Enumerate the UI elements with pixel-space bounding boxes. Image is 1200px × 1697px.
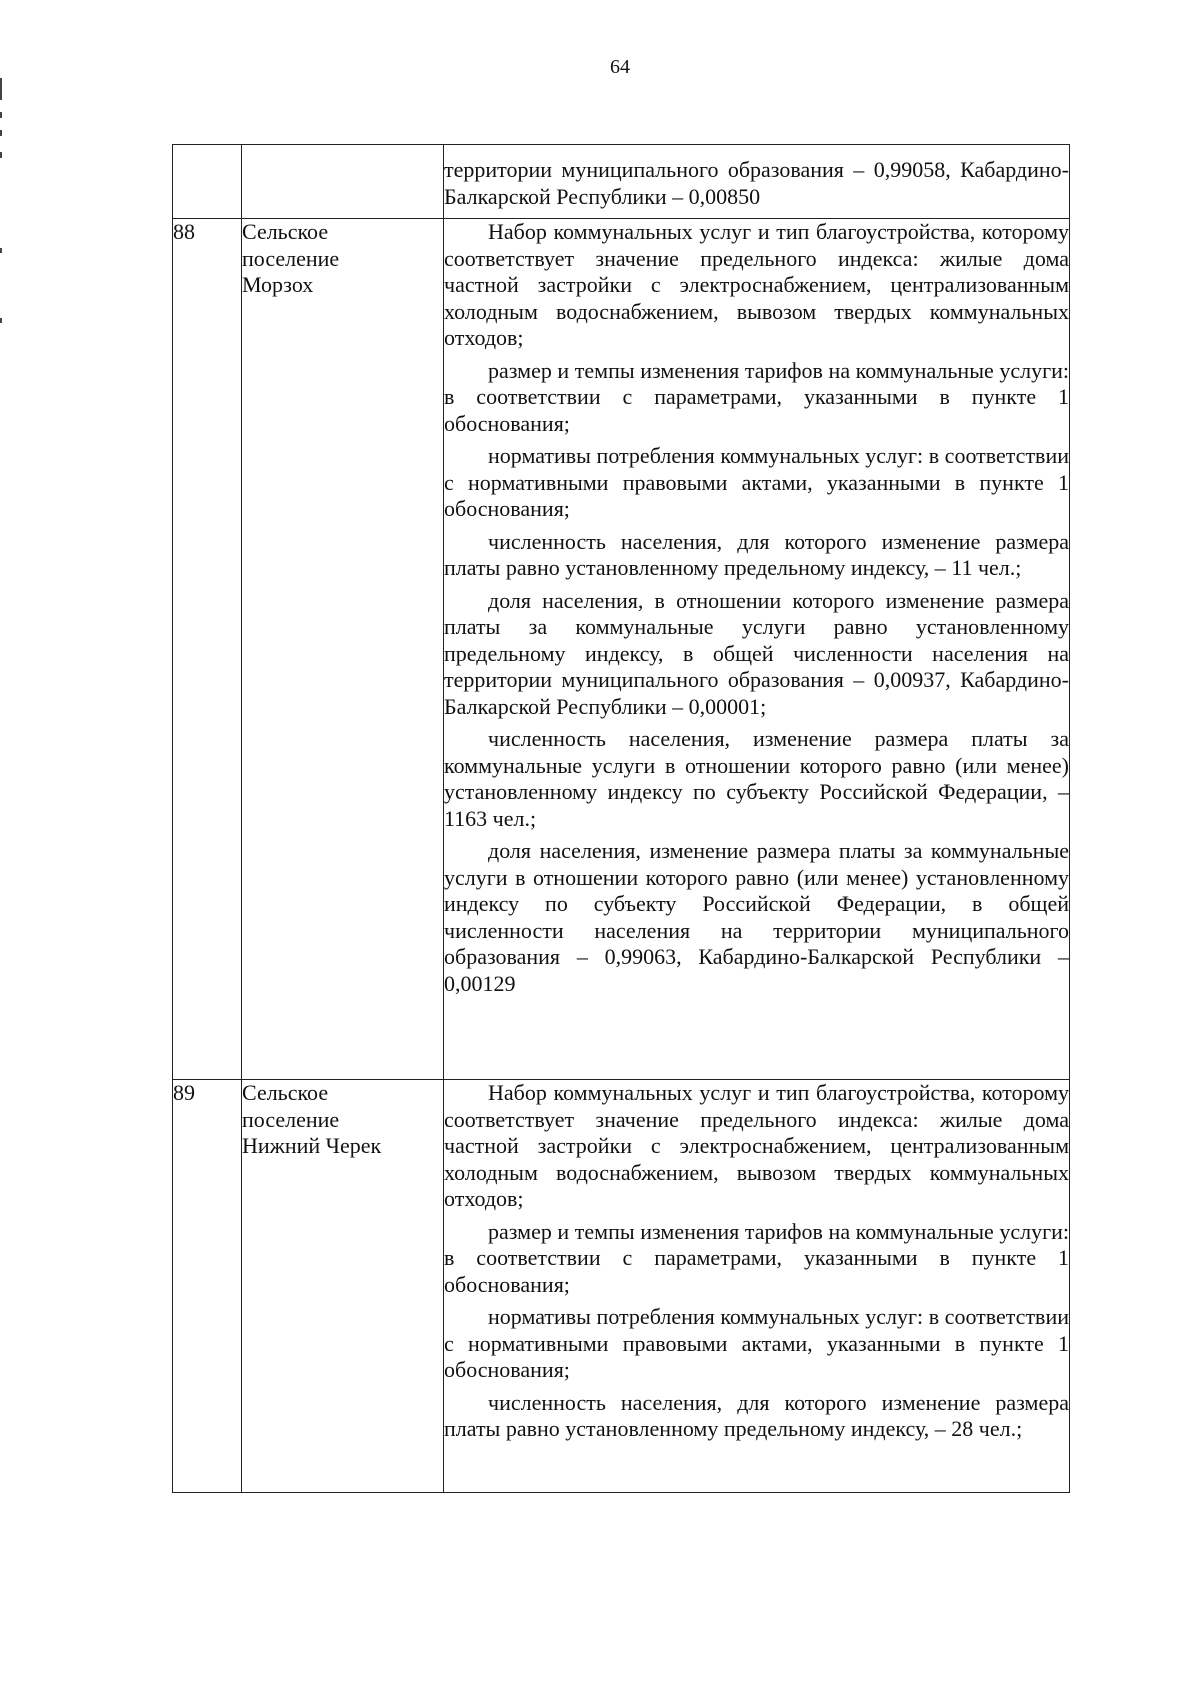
description-cell <box>444 219 1070 1080</box>
settlement-name-line: Морзох <box>242 272 314 297</box>
settlement-name-line: Нижний Черек <box>242 1133 382 1158</box>
description-paragraph: численность населения, для которого изменение размера платы равно установленному предельному индексу, – 28 чел.; <box>444 1389 1069 1441</box>
row-number-cell: 88 <box>173 219 242 1080</box>
settlement-name-line: поселение <box>242 1106 340 1132</box>
description-paragraph: территории муниципального образования – 0,99058, Кабардино-Балкарской Республики – 0,00850 <box>444 157 1069 209</box>
table-row-89 <box>173 1080 1070 1493</box>
settlement-name-cell <box>242 145 444 219</box>
description-cell <box>444 1080 1070 1493</box>
description-paragraph: нормативы потребления коммунальных услуг: в соответствии с нормативными правовыми актами, указанными в пункте 1 обоснования; <box>444 443 1069 521</box>
page-number: 64 <box>610 56 630 78</box>
row-number-cell <box>173 145 242 219</box>
description-paragraph: Набор коммунальных услуг и тип благоустройства, которому соответствует значение предельного индекса: жилые дома частной застройки с электроснабжением, централизованным холодным водоснабжением, вывозом твердых коммунальных отходов; <box>444 219 1069 350</box>
description-paragraph: численность населения, для которого изменение размера платы равно установленному предельному индексу, – 11 чел.; <box>444 528 1069 580</box>
table-row-88 <box>173 219 1070 1080</box>
description-cell <box>444 145 1070 219</box>
table-row-continuation <box>173 145 1070 219</box>
row-number-cell: 89 <box>173 1080 242 1493</box>
description-paragraph: доля населения, в отношении которого изменение размера платы за коммунальные услуги равно установленному предельному индексу, в общей численности населения на территории муниципального образования – 0,00937, Кабардино-Балкарской Республики – 0,00001; <box>444 587 1069 719</box>
description-paragraph: размер и темпы изменения тарифов на коммунальные услуги: в соответствии с параметрами, указанными в пункте 1 обоснования; <box>444 357 1069 436</box>
scan-edge-marks <box>0 70 4 330</box>
settlement-name-line: Сельское <box>242 1080 329 1105</box>
settlement-name-line: Сельское <box>242 219 329 244</box>
settlement-name-cell <box>242 1080 444 1493</box>
description-paragraph: нормативы потребления коммунальных услуг: в соответствии с нормативными правовыми актами, указанными в пункте 1 обоснования; <box>444 1304 1069 1382</box>
settlement-name-cell <box>242 219 444 1080</box>
description-paragraph: размер и темпы изменения тарифов на коммунальные услуги: в соответствии с параметрами, указанными в пункте 1 обоснования; <box>444 1218 1069 1297</box>
indicators-table <box>172 144 1070 1493</box>
description-paragraph: численность населения, изменение размера платы за коммунальные услуги в отношении которого равно (или менее) установленному индексу по субъекту Российской Федерации, – 1163 чел.; <box>444 726 1069 831</box>
settlement-name-line: поселение <box>242 245 340 271</box>
description-paragraph: Набор коммунальных услуг и тип благоустройства, которому соответствует значение предельного индекса: жилые дома частной застройки с электроснабжением, централизованным холодным водоснабжением, вывозом твердых коммунальных отходов; <box>444 1080 1069 1211</box>
description-paragraph: доля населения, изменение размера платы за коммунальные услуги в отношении которого равно (или менее) установленному индексу по субъекту Российской Федерации, в общей численности населения на территории муниципального образования – 0,99063, Кабардино-Балкарской Республики – 0,00129 <box>444 838 1069 996</box>
